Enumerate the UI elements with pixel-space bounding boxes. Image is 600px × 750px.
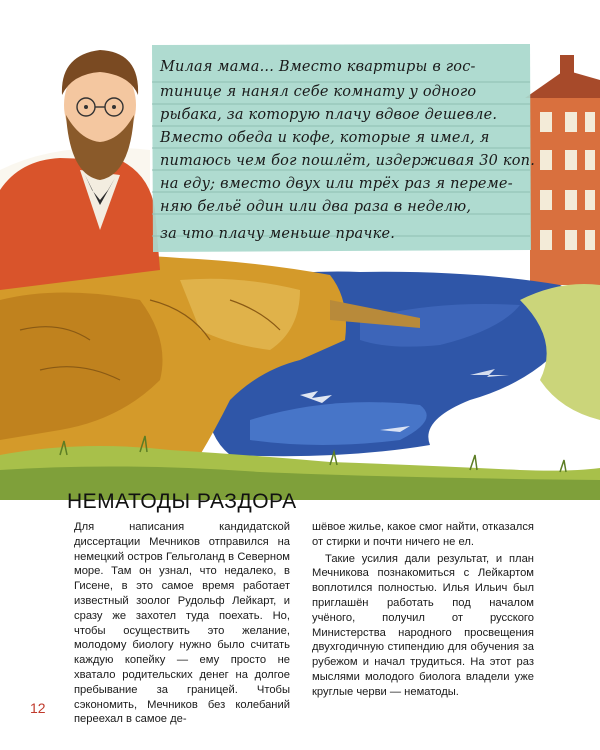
letter-note [152,45,536,260]
page-number: 12 [30,700,46,716]
letter-line: на еду; вместо двух или трёх раз я переме- [160,176,513,192]
article-paragraph: Для написания кандидатской диссертации Мечников отправился на немецкий остров Гельголанд в Северном море. Там он узнал, что недалеко, в Гисене, в это самое время работает известный зоолог Рудольф Лейкарт, и сразу же захотел туда поехать. Но, чтобы осуществить это желание, молодому биологу нужно было считать каждую копейку — ему просто не хватало родительских денег на долгое пребывание за границей. Чтобы сэкономить, Мечников без колебаний переехал в самое де- [74,521,290,726]
letter-line: тинице я нанял себе комнату у одного [160,84,477,100]
article-paragraph: Такие усилия дали результат, и план Мечникова познакомиться с Лейкартом воплотился полностью. Илья Ильич был приглашён работать под началом учёного, получил от русского Министерства народного просвещения двухгодичную стипендию для обучения за рубежом и начал трудиться. На этот раз мыслями молодого биолога владели уже круглые черви — нематоды. [312,552,534,698]
letter-line: за что плачу меньше прачке. [160,226,396,242]
article-column-right [312,520,534,700]
article-paragraph: шёвое жилье, какое смог найти, отказался от стирки и почти ничего не ел. [312,521,534,548]
letter-line: Вместо обеда и кофе, которые я имел, я [160,130,490,146]
section-heading: НЕМАТОДЫ РАЗДОРА [67,490,297,513]
letter-line: Милая мама... Вместо квартиры в гос- [160,59,476,75]
letter-line: питаюсь чем бог пошлёт, издерживая 30 коп. [160,153,536,169]
letter-line: няю бельё один или два раза в неделю, [160,199,472,215]
letter-line: рыбака, за которую плачу вдвое дешевле. [160,107,498,123]
article-column-left [74,520,290,727]
